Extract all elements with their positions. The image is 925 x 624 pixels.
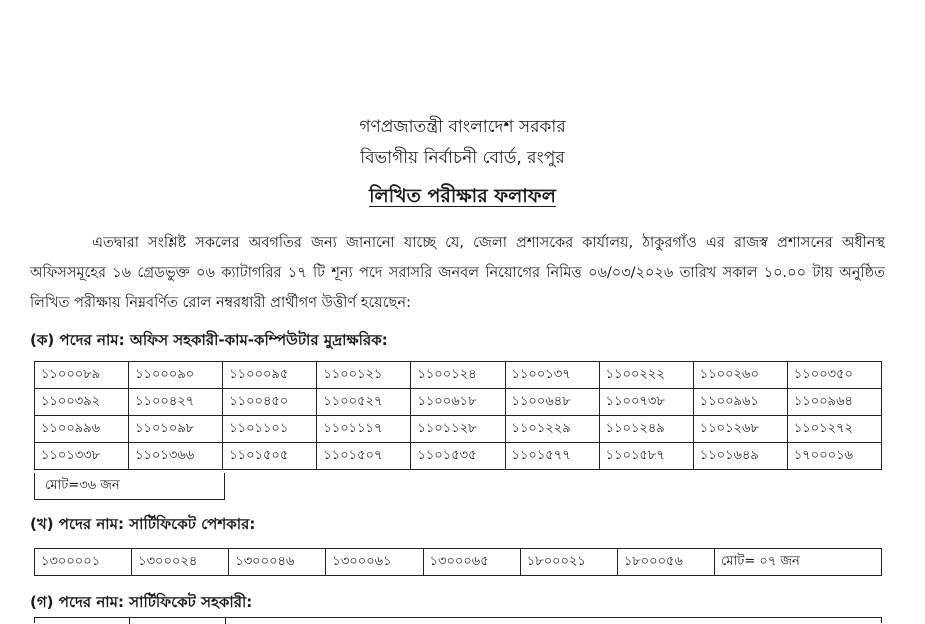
roll-cell: ১১০১৫০৭ bbox=[317, 443, 411, 470]
roll-cell: ১৭০০০১৬ bbox=[787, 443, 881, 470]
roll-cell: ১৩০০০৬৫ bbox=[423, 549, 520, 576]
roll-cell: ১১০১১২৮ bbox=[411, 416, 505, 443]
roll-cell: ১১০০৪৫০ bbox=[223, 389, 317, 416]
roll-cell: ১১০১৫৩৫ bbox=[411, 443, 505, 470]
table-row bbox=[35, 416, 882, 443]
roll-cell: ১১০১২৬৮ bbox=[693, 416, 787, 443]
roll-cell: ১১০০২২২ bbox=[599, 362, 693, 389]
roll-cell: ১১০১৬৪৯ bbox=[693, 443, 787, 470]
roll-cell: ১১০০১২১ bbox=[317, 362, 411, 389]
roll-cell: ১১০১২৭২ bbox=[787, 416, 881, 443]
roll-cell: ১১০০৯৯৬ bbox=[35, 416, 129, 443]
roll-cell: ১৩০০০২৪ bbox=[132, 549, 229, 576]
roll-cell: ১১০১২২৯ bbox=[505, 416, 599, 443]
table-row bbox=[35, 389, 882, 416]
table-row bbox=[35, 443, 882, 470]
notice-paragraph: এতদ্বারা সংশ্লিষ্ট সকলের অবগতির জন্য জানানো যাচ্ছে যে, জেলা প্রশাসকের কার্যালয়, ঠাকুরগাঁও এর রাজস্ব প্রশাসনের অধীনস্থ অফিসসমূহের ১৬ গ্রেডভুক্ত ০৬ ক্যাটাগরির ১৭ টি শূন্য পদে সরাসরি জনবল নিয়োগের নিমিত্ত ০৬/০৩/২০২৬ তারিখ সকাল ১০.০০ টায় অনুষ্ঠিত লিখিত পরীক্ষায় নিম্নবর্ণিত রোল নম্বরধারী প্রার্থীগণ উত্তীর্ণ হয়েছেন: bbox=[30, 235, 885, 311]
roll-cell: ১১০১১১৭ bbox=[317, 416, 411, 443]
roll-cell: ১১০০৫২৭ bbox=[317, 389, 411, 416]
section-c-heading: (গ) পদের নাম: সার্টিফিকেট সহকারী: bbox=[30, 593, 253, 611]
table-row bbox=[35, 362, 882, 389]
roll-cell: ১১০০১২৪ bbox=[411, 362, 505, 389]
roll-cell: ১১০০৩৯২ bbox=[35, 389, 129, 416]
roll-cell: ১১০০৬৪৮ bbox=[505, 389, 599, 416]
roll-cell: ১১০০২৬০ bbox=[693, 362, 787, 389]
roll-cell: ১১০০৯৬৪ bbox=[787, 389, 881, 416]
section-a-roll-table bbox=[34, 361, 882, 470]
roll-cell: ১১০০৭৩৮ bbox=[599, 389, 693, 416]
roll-cell: ১৮০০০২১ bbox=[520, 549, 617, 576]
section-c-roll-table bbox=[34, 617, 882, 623]
table-row bbox=[35, 549, 882, 576]
board-title: বিভাগীয় নির্বাচনী বোর্ড, রংপুর bbox=[360, 148, 565, 168]
result-title: লিখিত পরীক্ষার ফলাফল bbox=[369, 185, 556, 207]
roll-cell: ১১০০০৯৫ bbox=[223, 362, 317, 389]
section-b-heading: (খ) পদের নাম: সার্টিফিকেট পেশকার: bbox=[30, 515, 256, 533]
roll-cell: ১১০০০৯০ bbox=[129, 362, 223, 389]
roll-cell: ১১০০৩৫০ bbox=[787, 362, 881, 389]
roll-cell: ১১০০১৩৭ bbox=[505, 362, 599, 389]
roll-cell: ১১০০০৮৯ bbox=[35, 362, 129, 389]
roll-cell: ১১০০৯৬১ bbox=[693, 389, 787, 416]
roll-cell: ১৩০০০০১ bbox=[35, 549, 132, 576]
roll-cell: ১১০১৩৩৮ bbox=[35, 443, 129, 470]
roll-cell: ১১০১০৯৮ bbox=[129, 416, 223, 443]
government-title: গণপ্রজাতন্ত্রী বাংলাদেশ সরকার bbox=[359, 117, 566, 137]
section-a-total: মোট=৩৬ জন bbox=[34, 473, 225, 500]
roll-cell: ১১০১৫৮৭ bbox=[599, 443, 693, 470]
roll-cell: ১১০১৫৭৭ bbox=[505, 443, 599, 470]
roll-cell: ১১০১৫০৫ bbox=[223, 443, 317, 470]
section-b-roll-table bbox=[34, 548, 882, 576]
roll-cell: ১১০১১০১ bbox=[223, 416, 317, 443]
section-b-total: মোট= ০৭ জন bbox=[715, 549, 882, 576]
roll-cell: ১১০০৪২৭ bbox=[129, 389, 223, 416]
roll-cell: ১৮০০০৫৬ bbox=[617, 549, 714, 576]
roll-cell: ১৩০০০৬১ bbox=[326, 549, 423, 576]
roll-cell: ১১০০৬১৮ bbox=[411, 389, 505, 416]
roll-cell: ১১০১২৪৯ bbox=[599, 416, 693, 443]
roll-cell: ১১০১৩৬৬ bbox=[129, 443, 223, 470]
roll-cell: ১৩০০০৪৬ bbox=[229, 549, 326, 576]
section-a-heading: (ক) পদের নাম: অফিস সহকারী-কাম-কম্পিউটার মুদ্রাক্ষরিক: bbox=[30, 331, 388, 349]
